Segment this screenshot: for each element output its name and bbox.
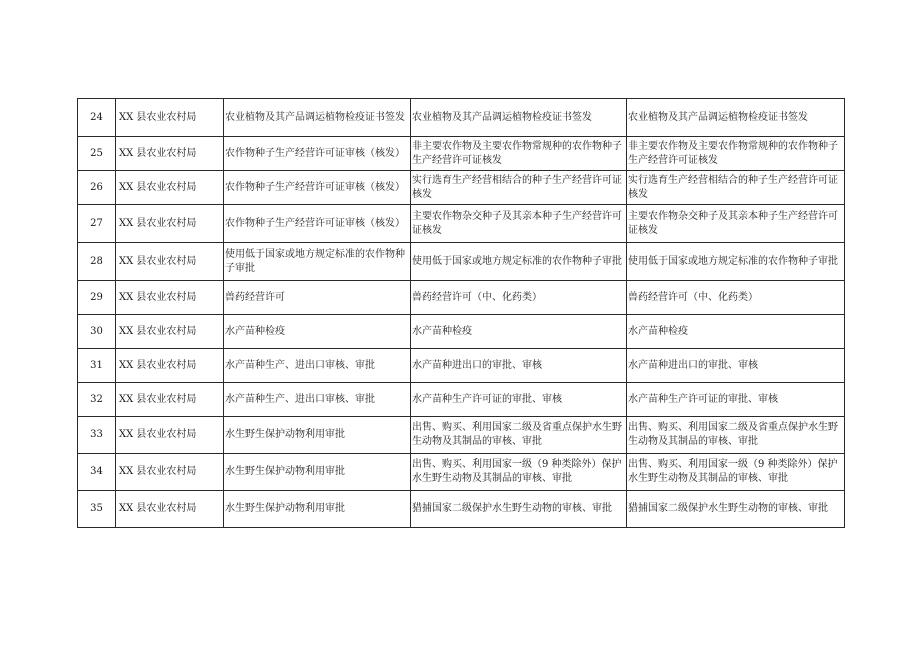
item-cell: 水产苗种生产、进出口审核、审批 bbox=[224, 383, 411, 417]
row-number: 28 bbox=[78, 243, 116, 281]
sub-item-cell-2: 使用低于国家或地方规定标准的农作物种子审批 bbox=[627, 243, 845, 281]
sub-item-cell-2: 实行选育生产经营相结合的种子生产经营许可证核发 bbox=[627, 171, 845, 205]
table-row bbox=[78, 137, 845, 171]
department-cell: XX 县农业农村局 bbox=[116, 243, 224, 281]
row-number: 30 bbox=[78, 315, 116, 349]
department-cell: XX 县农业农村局 bbox=[116, 281, 224, 315]
department-cell: XX 县农业农村局 bbox=[116, 171, 224, 205]
sub-item-cell: 水产苗种进出口的审批、审核 bbox=[411, 349, 627, 383]
table-row bbox=[78, 383, 845, 417]
table-row bbox=[78, 243, 845, 281]
sub-item-cell: 出售、购买、利用国家一级（9 种类除外）保护水生野生动物及其制品的审核、审批 bbox=[411, 454, 627, 491]
sub-item-cell-2: 主要农作物杂交种子及其亲本种子生产经营许可证核发 bbox=[627, 205, 845, 243]
table-row bbox=[78, 99, 845, 137]
row-number: 29 bbox=[78, 281, 116, 315]
item-cell: 农业植物及其产品调运植物检疫证书签发 bbox=[224, 99, 411, 137]
table-row bbox=[78, 349, 845, 383]
sub-item-cell-2: 水产苗种进出口的审批、审核 bbox=[627, 349, 845, 383]
row-number: 27 bbox=[78, 205, 116, 243]
item-cell: 水生野生保护动物利用审批 bbox=[224, 454, 411, 491]
department-cell: XX 县农业农村局 bbox=[116, 205, 224, 243]
approval-items-table bbox=[77, 98, 845, 528]
item-cell: 水生野生保护动物利用审批 bbox=[224, 491, 411, 528]
department-cell: XX 县农业农村局 bbox=[116, 383, 224, 417]
row-number: 35 bbox=[78, 491, 116, 528]
sub-item-cell: 兽药经营许可（中、化药类） bbox=[411, 281, 627, 315]
sub-item-cell-2: 猎捕国家二级保护水生野生动物的审核、审批 bbox=[627, 491, 845, 528]
department-cell: XX 县农业农村局 bbox=[116, 315, 224, 349]
table-row bbox=[78, 454, 845, 491]
sub-item-cell: 农业植物及其产品调运植物检疫证书签发 bbox=[411, 99, 627, 137]
department-cell: XX 县农业农村局 bbox=[116, 454, 224, 491]
sub-item-cell: 水产苗种生产许可证的审批、审核 bbox=[411, 383, 627, 417]
item-cell: 使用低于国家或地方规定标准的农作物种子审批 bbox=[224, 243, 411, 281]
sub-item-cell: 猎捕国家二级保护水生野生动物的审核、审批 bbox=[411, 491, 627, 528]
sub-item-cell: 实行选育生产经营相结合的种子生产经营许可证核发 bbox=[411, 171, 627, 205]
row-number: 24 bbox=[78, 99, 116, 137]
sub-item-cell-2: 水产苗种检疫 bbox=[627, 315, 845, 349]
sub-item-cell: 使用低于国家或地方规定标准的农作物种子审批 bbox=[411, 243, 627, 281]
department-cell: XX 县农业农村局 bbox=[116, 417, 224, 454]
item-cell: 农作物种子生产经营许可证审核（核发） bbox=[224, 137, 411, 171]
row-number: 25 bbox=[78, 137, 116, 171]
item-cell: 兽药经营许可 bbox=[224, 281, 411, 315]
sub-item-cell-2: 农业植物及其产品调运植物检疫证书签发 bbox=[627, 99, 845, 137]
table-row bbox=[78, 315, 845, 349]
item-cell: 水生野生保护动物利用审批 bbox=[224, 417, 411, 454]
table-row bbox=[78, 281, 845, 315]
sub-item-cell: 水产苗种检疫 bbox=[411, 315, 627, 349]
row-number: 33 bbox=[78, 417, 116, 454]
row-number: 31 bbox=[78, 349, 116, 383]
table-row bbox=[78, 417, 845, 454]
sub-item-cell: 出售、购买、利用国家二级及省重点保护水生野生动物及其制品的审核、审批 bbox=[411, 417, 627, 454]
sub-item-cell-2: 非主要农作物及主要农作物常规种的农作物种子生产经营许可证核发 bbox=[627, 137, 845, 171]
department-cell: XX 县农业农村局 bbox=[116, 137, 224, 171]
sub-item-cell-2: 出售、购买、利用国家一级（9 种类除外）保护水生野生动物及其制品的审核、审批 bbox=[627, 454, 845, 491]
table-row bbox=[78, 171, 845, 205]
department-cell: XX 县农业农村局 bbox=[116, 349, 224, 383]
item-cell: 水产苗种生产、进出口审核、审批 bbox=[224, 349, 411, 383]
sub-item-cell: 非主要农作物及主要农作物常规种的农作物种子生产经营许可证核发 bbox=[411, 137, 627, 171]
table-row bbox=[78, 205, 845, 243]
sub-item-cell: 主要农作物杂交种子及其亲本种子生产经营许可证核发 bbox=[411, 205, 627, 243]
sub-item-cell-2: 水产苗种生产许可证的审批、审核 bbox=[627, 383, 845, 417]
item-cell: 农作物种子生产经营许可证审核（核发） bbox=[224, 171, 411, 205]
table-row bbox=[78, 491, 845, 528]
row-number: 34 bbox=[78, 454, 116, 491]
row-number: 32 bbox=[78, 383, 116, 417]
item-cell: 水产苗种检疫 bbox=[224, 315, 411, 349]
department-cell: XX 县农业农村局 bbox=[116, 99, 224, 137]
sub-item-cell-2: 兽药经营许可（中、化药类） bbox=[627, 281, 845, 315]
row-number: 26 bbox=[78, 171, 116, 205]
department-cell: XX 县农业农村局 bbox=[116, 491, 224, 528]
sub-item-cell-2: 出售、购买、利用国家二级及省重点保护水生野生动物及其制品的审核、审批 bbox=[627, 417, 845, 454]
item-cell: 农作物种子生产经营许可证审核（核发） bbox=[224, 205, 411, 243]
